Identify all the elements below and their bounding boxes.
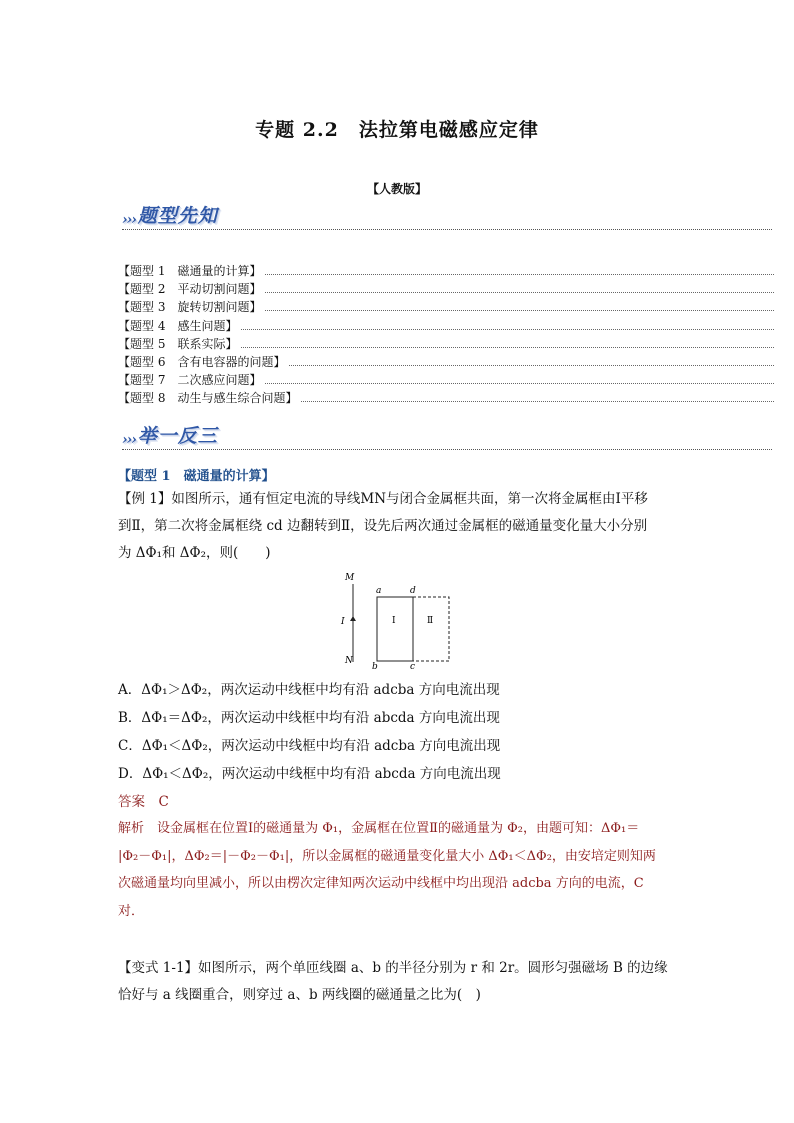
- choice-A: A．ΔΦ₁＞ΔΦ₂，两次运动中线框中均有沿 adcba 方向电流出现: [118, 682, 500, 698]
- banner-practice: [122, 420, 218, 448]
- section-heading: 【题型 1 磁通量的计算】: [118, 469, 275, 484]
- label-I: I: [341, 617, 345, 627]
- frame-position-II: [413, 597, 449, 661]
- toc-item[interactable]: 【题型 4 感生问题】: [118, 317, 774, 335]
- toc-item[interactable]: 【题型 8 动生与感生综合问题】: [118, 389, 774, 407]
- label-M: M: [345, 573, 355, 583]
- toc-leader: [241, 337, 774, 348]
- banner-arrows-icon: ›››: [122, 432, 136, 448]
- frame-position-I: [377, 597, 413, 661]
- answer: [118, 790, 169, 810]
- analysis-line: 次磁通量均向里减小，所以由楞次定律知两次运动中线框中均出现沿 adcba 方向的电流，C: [118, 876, 644, 891]
- choice-B: B．ΔΦ₁＝ΔΦ₂，两次运动中线框中均有沿 abcda 方向电流出现: [118, 710, 500, 726]
- toc-item[interactable]: 【题型 1 磁通量的计算】: [118, 262, 774, 280]
- banner-divider: [122, 229, 772, 230]
- page-title: 专题 2.2 法拉第电磁感应定律: [255, 119, 539, 141]
- analysis-line: 解析 设金属框在位置Ⅰ的磁通量为 Φ₁，金属框在位置Ⅱ的磁通量为 Φ₂，由题可知：ΔΦ₁＝: [118, 821, 640, 836]
- example-line: 【例 1】如图所示，通有恒定电流的导线MN与闭合金属框共面，第一次将金属框由Ⅰ平移: [118, 491, 648, 507]
- variant-line: 【变式 1-1】如图所示，两个单匝线圈 a、b 的半径分别为 r 和 2r。圆形匀强磁场 B 的边缘: [118, 960, 668, 976]
- label-a: a: [376, 586, 382, 596]
- banner-question-types: [122, 200, 218, 228]
- label-c: c: [410, 662, 416, 670]
- label-d: d: [410, 586, 416, 596]
- wire-and-frame-diagram: [335, 570, 465, 670]
- choice-D: D．ΔΦ₁＜ΔΦ₂，两次运动中线框中均有沿 abcda 方向电流出现: [118, 766, 501, 782]
- label-region-I: Ⅰ: [392, 616, 396, 626]
- toc-item[interactable]: 【题型 2 平动切割问题】: [118, 280, 774, 298]
- toc-leader: [241, 319, 774, 330]
- answer-value: C: [158, 794, 169, 810]
- toc-item[interactable]: 【题型 7 二次感应问题】: [118, 371, 774, 389]
- toc-item[interactable]: 【题型 3 旋转切割问题】: [118, 298, 774, 316]
- banner-divider: [122, 449, 772, 450]
- analysis-line: |Φ₂－Φ₁|，ΔΦ₂＝|－Φ₂－Φ₁|，所以金属框的磁通量变化量大小 ΔΦ₁＜ΔΦ₂，由安培定则知两: [118, 848, 656, 864]
- answer-label: 答案: [118, 794, 145, 810]
- table-of-contents: [118, 262, 774, 408]
- choice-C: C．ΔΦ₁＜ΔΦ₂，两次运动中线框中均有沿 adcba 方向电流出现: [118, 738, 501, 754]
- label-region-II: Ⅱ: [427, 616, 434, 626]
- analysis: [118, 815, 688, 925]
- edition-label: 【人教版】: [366, 182, 427, 196]
- toc-leader: [265, 373, 774, 384]
- current-arrow-icon: [350, 616, 356, 621]
- toc-item[interactable]: 【题型 6 含有电容器的问题】: [118, 353, 774, 371]
- analysis-line: 对．: [118, 903, 145, 919]
- example-line: 到Ⅱ，第二次将金属框绕 cd 边翻转到Ⅱ，设先后两次通过金属框的磁通量变化量大小分别: [118, 518, 648, 534]
- variant-question: [118, 955, 698, 1009]
- banner-title: 题型先知: [137, 205, 218, 227]
- example-line: 为 ΔΦ₁和 ΔΦ₂，则( ): [118, 545, 271, 561]
- example-question: [118, 486, 698, 567]
- circuit-figure: [335, 570, 465, 674]
- label-N: N: [345, 656, 353, 666]
- toc-leader: [265, 282, 774, 293]
- toc-leader: [301, 391, 774, 402]
- variant-line: 恰好与 a 线圈重合，则穿过 a、b 两线圈的磁通量之比为( ): [118, 987, 481, 1003]
- toc-leader: [289, 355, 774, 366]
- banner-title: 举一反三: [137, 425, 218, 447]
- toc-leader: [265, 264, 774, 275]
- toc-leader: [265, 300, 774, 311]
- banner-arrows-icon: ›››: [122, 212, 136, 228]
- toc-item[interactable]: 【题型 5 联系实际】: [118, 335, 774, 353]
- label-b: b: [372, 662, 378, 670]
